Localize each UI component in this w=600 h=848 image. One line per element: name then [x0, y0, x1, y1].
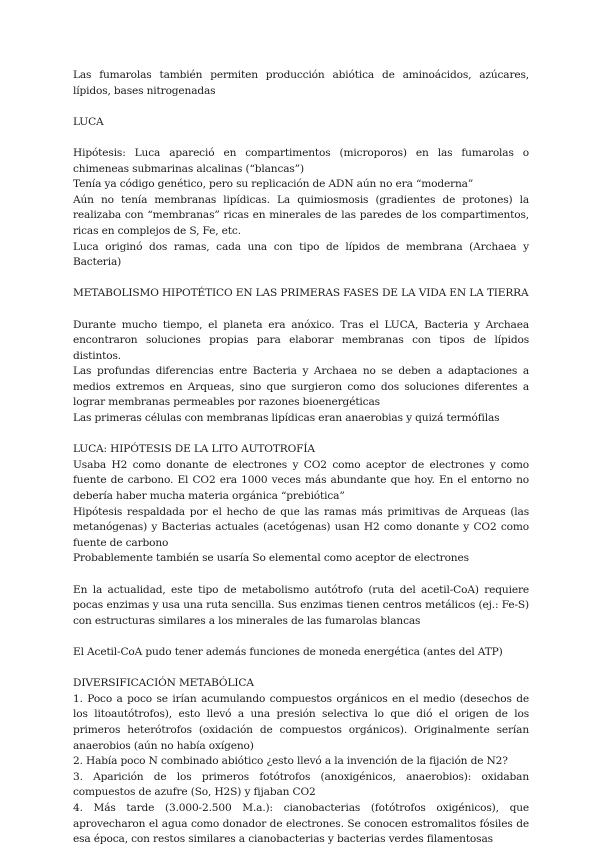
luca-heading: LUCA: [73, 115, 104, 128]
luca-paragraph: Aún no tenía membranas lipídicas. La quimiosmosis (gradientes de protones) la realizaba con “membranas” ricas en minerales de las paredes de los compartimentos, ricas en complejos de S, Fe, etc.: [73, 193, 529, 237]
diversificacion-heading: DIVERSIFICACIÓN METABÓLICA: [73, 677, 254, 690]
luca-paragraph: Hipótesis: Luca apareció en compartimentos (microporos) en las fumarolas o chimeneas submarinas alcalinas (“blancas”): [73, 146, 529, 175]
metabolismo-paragraph: Las profundas diferencias entre Bacteria y Archaea no se deben a adaptaciones a medios extremos en Arqueas, sino que surgieron como dos soluciones diferentes a lograr membranas permeables por razones bioenergéticas: [73, 365, 529, 409]
metabolismo-heading: METABOLISMO HIPOTÉTICO EN LAS PRIMERAS FASES DE LA VIDA EN LA TIERRA: [73, 287, 529, 300]
metabolismo-paragraph: Las primeras células con membranas lipídicas eran anaerobias y quizá termófilas: [73, 412, 500, 425]
litoautotrofia-extra-paragraph: En la actualidad, este tipo de metabolismo autótrofo (ruta del acetil-CoA) requiere pocas enzimas y usa una ruta sencilla. Sus enzimas tienen centros metálicos (ej.: Fe-S) con estructuras similares a los minerales de las fumarolas blancas: [73, 583, 529, 627]
diversificacion-item: 3. Aparición de los primeros fotótrofos (anoxigénicos, anaerobios): oxidaban compuestos de azufre (So, H2S) y fijaban CO2: [73, 770, 529, 799]
litoautotrofia-heading: LUCA: HIPÓTESIS DE LA LITO AUTOTROFÍA: [73, 443, 315, 456]
litoautotrofia-paragraph: Usaba H2 como donante de electrones y CO2 como aceptor de electrones y como fuente de carbono. El CO2 era 1000 veces más abundante que hoy. En el entorno no debería haber mucha materia orgánica “prebiótica”: [73, 458, 529, 503]
luca-paragraph: Luca originó dos ramas, cada una con tipo de lípidos de membrana (Archaea y Bacteria): [73, 240, 529, 269]
litoautotrofia-paragraph: Hipótesis respaldada por el hecho de que las ramas más primitivas de Arqueas (las metanógenas) y Bacterias actuales (acetógenas) usan H2 como donante y CO2 como fuente de carbono: [73, 505, 529, 549]
document-page: [73, 68, 529, 848]
diversificacion-item: 4. Más tarde (3.000-2.500 M.a.): cianobacterias (fotótrofos oxigénicos), que aprovecharon el agua como donador de electrones. Se conocen estromalitos fósiles de esa época, con restos similares a cianobacterias y bacterias verdes filamentosas: [73, 801, 529, 846]
intro-paragraph: Las fumarolas también permiten producción abiótica de aminoácidos, azúcares, lípidos, bases nitrogenadas: [73, 69, 529, 97]
litoautotrofia-extra-paragraph: El Acetil-CoA pudo tener además funciones de moneda energética (antes del ATP): [73, 645, 503, 658]
litoautotrofia-paragraph: Probablemente también se usaría So elemental como aceptor de electrones: [73, 552, 469, 565]
metabolismo-paragraph: Durante mucho tiempo, el planeta era anóxico. Tras el LUCA, Bacteria y Archaea encontraron soluciones propias para elaborar membranas con tipos de lípidos distintos.: [73, 318, 529, 362]
luca-paragraph: Tenía ya código genético, pero su replicación de ADN aún no era “moderna”: [73, 178, 474, 191]
diversificacion-item: 2. Había poco N combinado abiótico ¿esto llevó a la invención de la fijación de N2?: [73, 755, 508, 768]
diversificacion-item: 1. Poco a poco se irían acumulando compuestos orgánicos en el medio (desechos de los litoautótrofos), esto llevó a una presión selectiva lo que dió el origen de los primeros heterótrofos (oxidación de compuestos orgánicos). Originalmente serían anaerobios (aún no había oxígeno): [73, 692, 529, 752]
